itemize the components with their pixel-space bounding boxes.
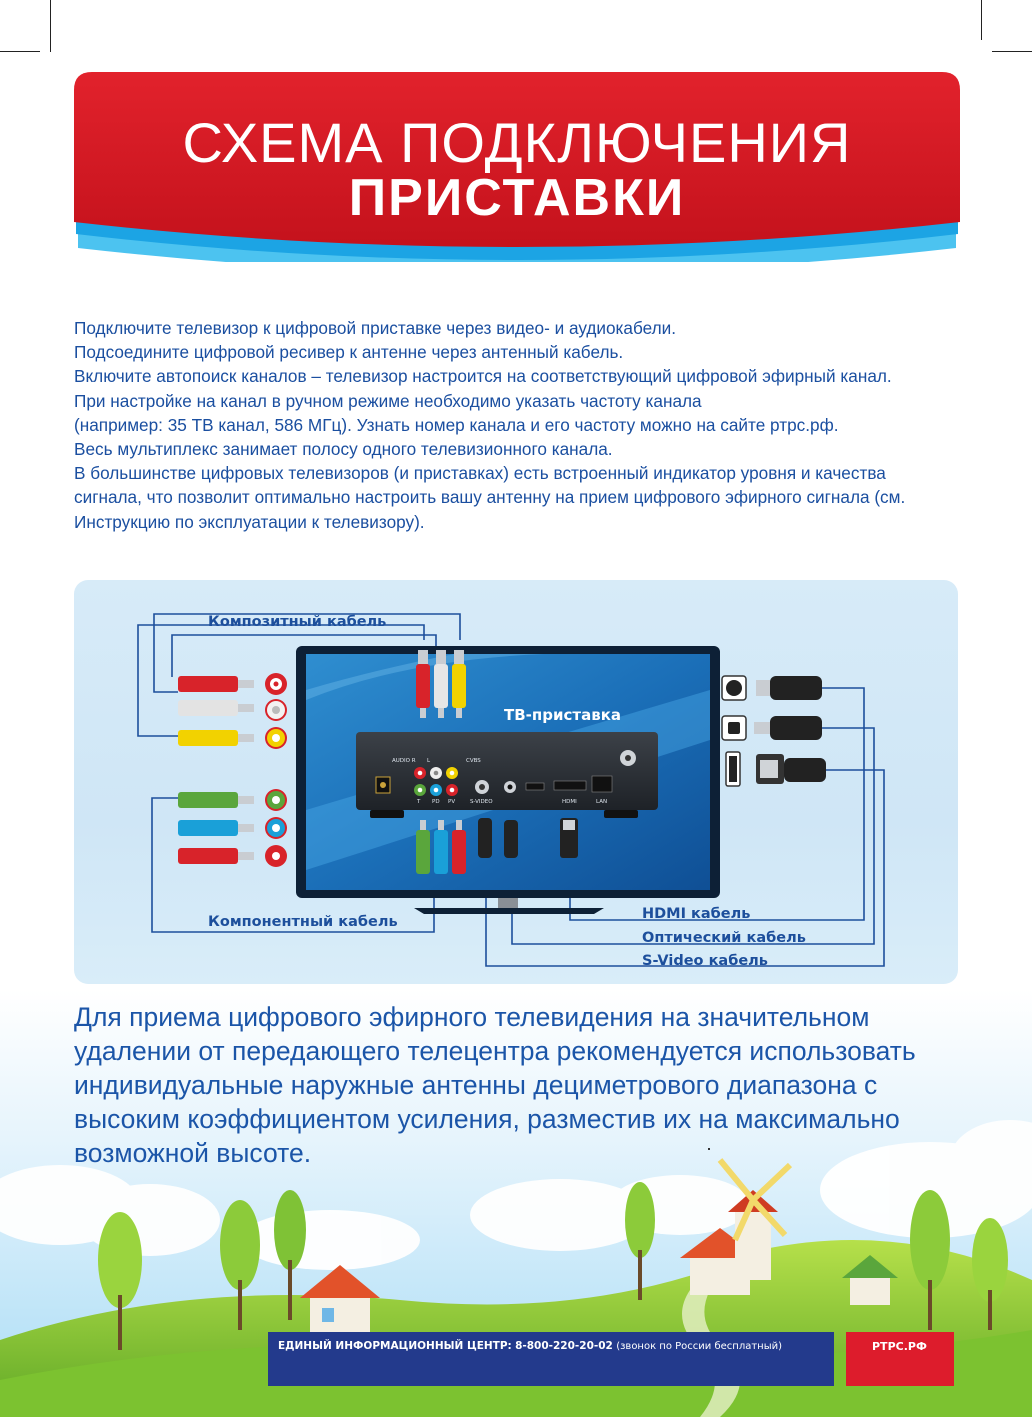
page-title-line2: ПРИСТАВКИ [348,169,686,227]
crop-mark [981,0,982,40]
page-title-line1: СХЕМА ПОДКЛЮЧЕНИЯ [182,111,852,174]
connection-diagram [74,580,958,984]
port-label-cvbs: CVBS [466,758,481,764]
intro-line: При настройке на канал в ручном режиме необходимо указать частоту канала [74,390,702,411]
hdmi-cable-label: HDMI кабель [642,906,751,922]
port-label-audio: AUDIO R [392,758,416,764]
port-label-l: L [427,758,431,764]
port-label-t: T [417,799,421,805]
optical-cable-label: Оптический кабель [642,930,806,946]
info-center-label: ЕДИНЫЙ ИНФОРМАЦИОННЫЙ ЦЕНТР: [278,1340,512,1352]
port-label-hdmi: HDMI [562,799,577,805]
footer-text [278,1340,782,1352]
intro-text [74,316,944,534]
info-center-note: (звонок по России бесплатный) [616,1341,782,1352]
svideo-cable-label: S-Video кабель [642,953,768,969]
set-top-box-label: ТВ-приставка [504,706,622,724]
antenna-recommendation: Для приема цифрового эфирного телевидения на значительном удалении от передающего телецентра рекомендуется использовать индивидуальные наружные антенны дециметрового диапазона с высоким коэффициентом усиления, разместив их на максимально возможной высоте. [74,1002,916,1168]
intro-line: Подсоедините цифровой ресивер к антенне через антенный кабель. [74,342,624,363]
intro-line: Весь мультиплекс занимает полосу одного телевизионного канала. [74,439,613,460]
info-center-phone: 8-800-220-20-02 [515,1340,613,1352]
site-link[interactable]: РТРС.РФ [872,1340,927,1353]
header-banner [74,72,960,262]
intro-line: (например: 35 ТВ канал, 586 МГц). Узнать номер канала и его частоту можно на сайте ртрс.рф. [74,414,839,435]
crop-mark [50,0,51,52]
diagram-illustration [74,580,958,984]
port-label-pv: PV [448,799,456,805]
intro-line: Включите автопоиск каналов – телевизор настроится на соответствующий цифровой эфирный канал. [74,366,892,387]
port-label-lan: LAN [596,799,608,805]
component-cable-label: Компонентный кабель [208,914,398,930]
port-label-pd: PD [432,799,440,805]
footer-info-bar [268,1332,834,1386]
port-label-svideo: S-VIDEO [470,799,493,805]
stray-dot [708,1148,710,1150]
crop-mark [992,51,1032,52]
intro-line: В большинстве цифровых телевизоров (и приставках) есть встроенный индикатор уровня и качества сигнала, что позволит оптимально настроить вашу антенну на прием цифрового эфирного сигнала (см. Инструкцию по эксплуатации к телевизору). [74,463,906,532]
composite-cable-label: Композитный кабель [208,614,387,630]
crop-mark [0,51,40,52]
site-badge [846,1332,954,1386]
intro-line: Подключите телевизор к цифровой приставке через видео- и аудиокабели. [74,318,677,338]
